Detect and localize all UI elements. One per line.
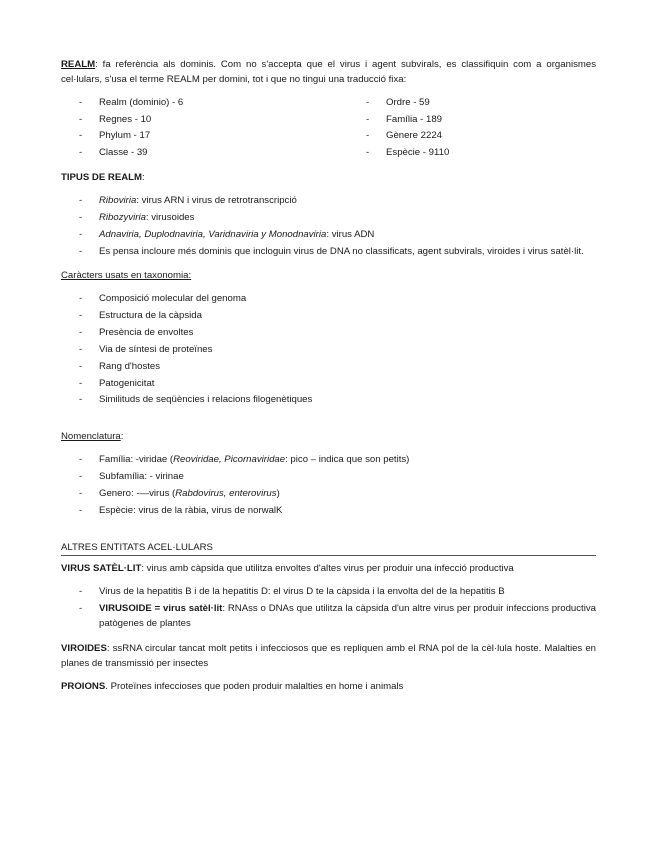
list-item: - Estructura de la càpsida (79, 310, 202, 322)
proions-paragraph: PROIONS. Proteïnes infeccioses que poden produir malalties en home i animals (61, 680, 404, 692)
tipus-heading: TIPUS DE REALM: (61, 172, 145, 184)
realm-counts-left (61, 96, 348, 163)
nomenclatura-heading: Nomenclatura: (61, 431, 124, 443)
nomenclatura-list (61, 453, 596, 518)
viroides-paragraph: VIROIDES: ssRNA circular tancat molt petits i infecciosos que es repliquen amb el RNA pol de la cèl·lula hoste. Malalties en planes de transmissió per insectes (61, 642, 596, 669)
list-item: - Gènere 2224 (366, 130, 443, 142)
list-item: - Ordre - 59 (366, 96, 430, 108)
list-item: - Patogenicitat (79, 377, 155, 389)
document-page (61, 58, 596, 703)
satelit-paragraph: VIRUS SATÈL·LIT: virus amb càpsida que utilitza envoltes d'altes virus per produir una infecció productiva (61, 563, 514, 575)
realm-definition: : fa referència als dominis. Com no s'accepta que el virus i agent subvirals, es classifiquin com a organismes cel·lulars, s'usa el terme REALM per domini, tot i que no tingui una traducció fixa: (61, 59, 596, 85)
satelit-list (61, 585, 596, 632)
list-item: - Regnes - 10 (79, 113, 152, 125)
list-item: - Virus de la hepatitis B i de la hepatitis D: el virus D te la càpsida i la envolta del de la hepatitis B (79, 586, 505, 598)
list-item: - Presència de envoltes (79, 327, 194, 339)
list-item: - Família: -viridae (Reoviridae, Picornaviridae: pico – indica que son petits) (79, 454, 410, 466)
list-item: - Genero: -—virus (Rabdovirus, enterovirus) (79, 487, 280, 499)
list-item: - VIRUSOIDE = virus satèl·lit: RNAss o DNAs que utilitza la càpsida d'un altre virus per produir infeccions productiva patògenes de plantes (79, 603, 596, 630)
list-item: - Rang d'hostes (79, 360, 161, 372)
list-item: - Realm (dominio) - 6 (79, 96, 184, 108)
tipus-list (61, 194, 596, 259)
realm-counts-right (348, 96, 596, 163)
list-item: - Ribozyviria: virusoides (79, 211, 195, 223)
realm-counts (61, 96, 596, 163)
list-item: - Classe - 39 (79, 147, 148, 159)
list-item: - Adnaviria, Duplodnaviria, Varidnaviria y Monodnaviria: virus ADN (79, 228, 375, 240)
list-item: - Es pensa incloure més dominis que incloguin virus de DNA no classificats, agent subvirals, viroides i virus satèl·lit. (79, 245, 584, 257)
list-item: - Composició molecular del genoma (79, 293, 247, 305)
list-item: - Riboviria: virus ARN i virus de retrotranscripció (79, 195, 297, 207)
caracters-list (61, 292, 596, 408)
realm-term: REALM (61, 59, 96, 70)
list-item: - Subfamília: - virinae (79, 471, 184, 483)
list-item: - Espècie - 9110 (366, 147, 450, 159)
caracters-heading: Caràcters usats en taxonomia: (61, 270, 192, 282)
list-item: - Espècie: virus de la ràbia, virus de norwalK (79, 504, 283, 516)
list-item: - Família - 189 (366, 113, 442, 125)
altres-heading: ALTRES ENTITATS ACEL·LULARS (61, 541, 596, 557)
list-item: - Via de síntesi de proteïnes (79, 343, 213, 355)
realm-paragraph (61, 58, 596, 88)
list-item: - Similituds de seqüències i relacions filogenètiques (79, 394, 313, 406)
list-item: - Phylum - 17 (79, 130, 151, 142)
